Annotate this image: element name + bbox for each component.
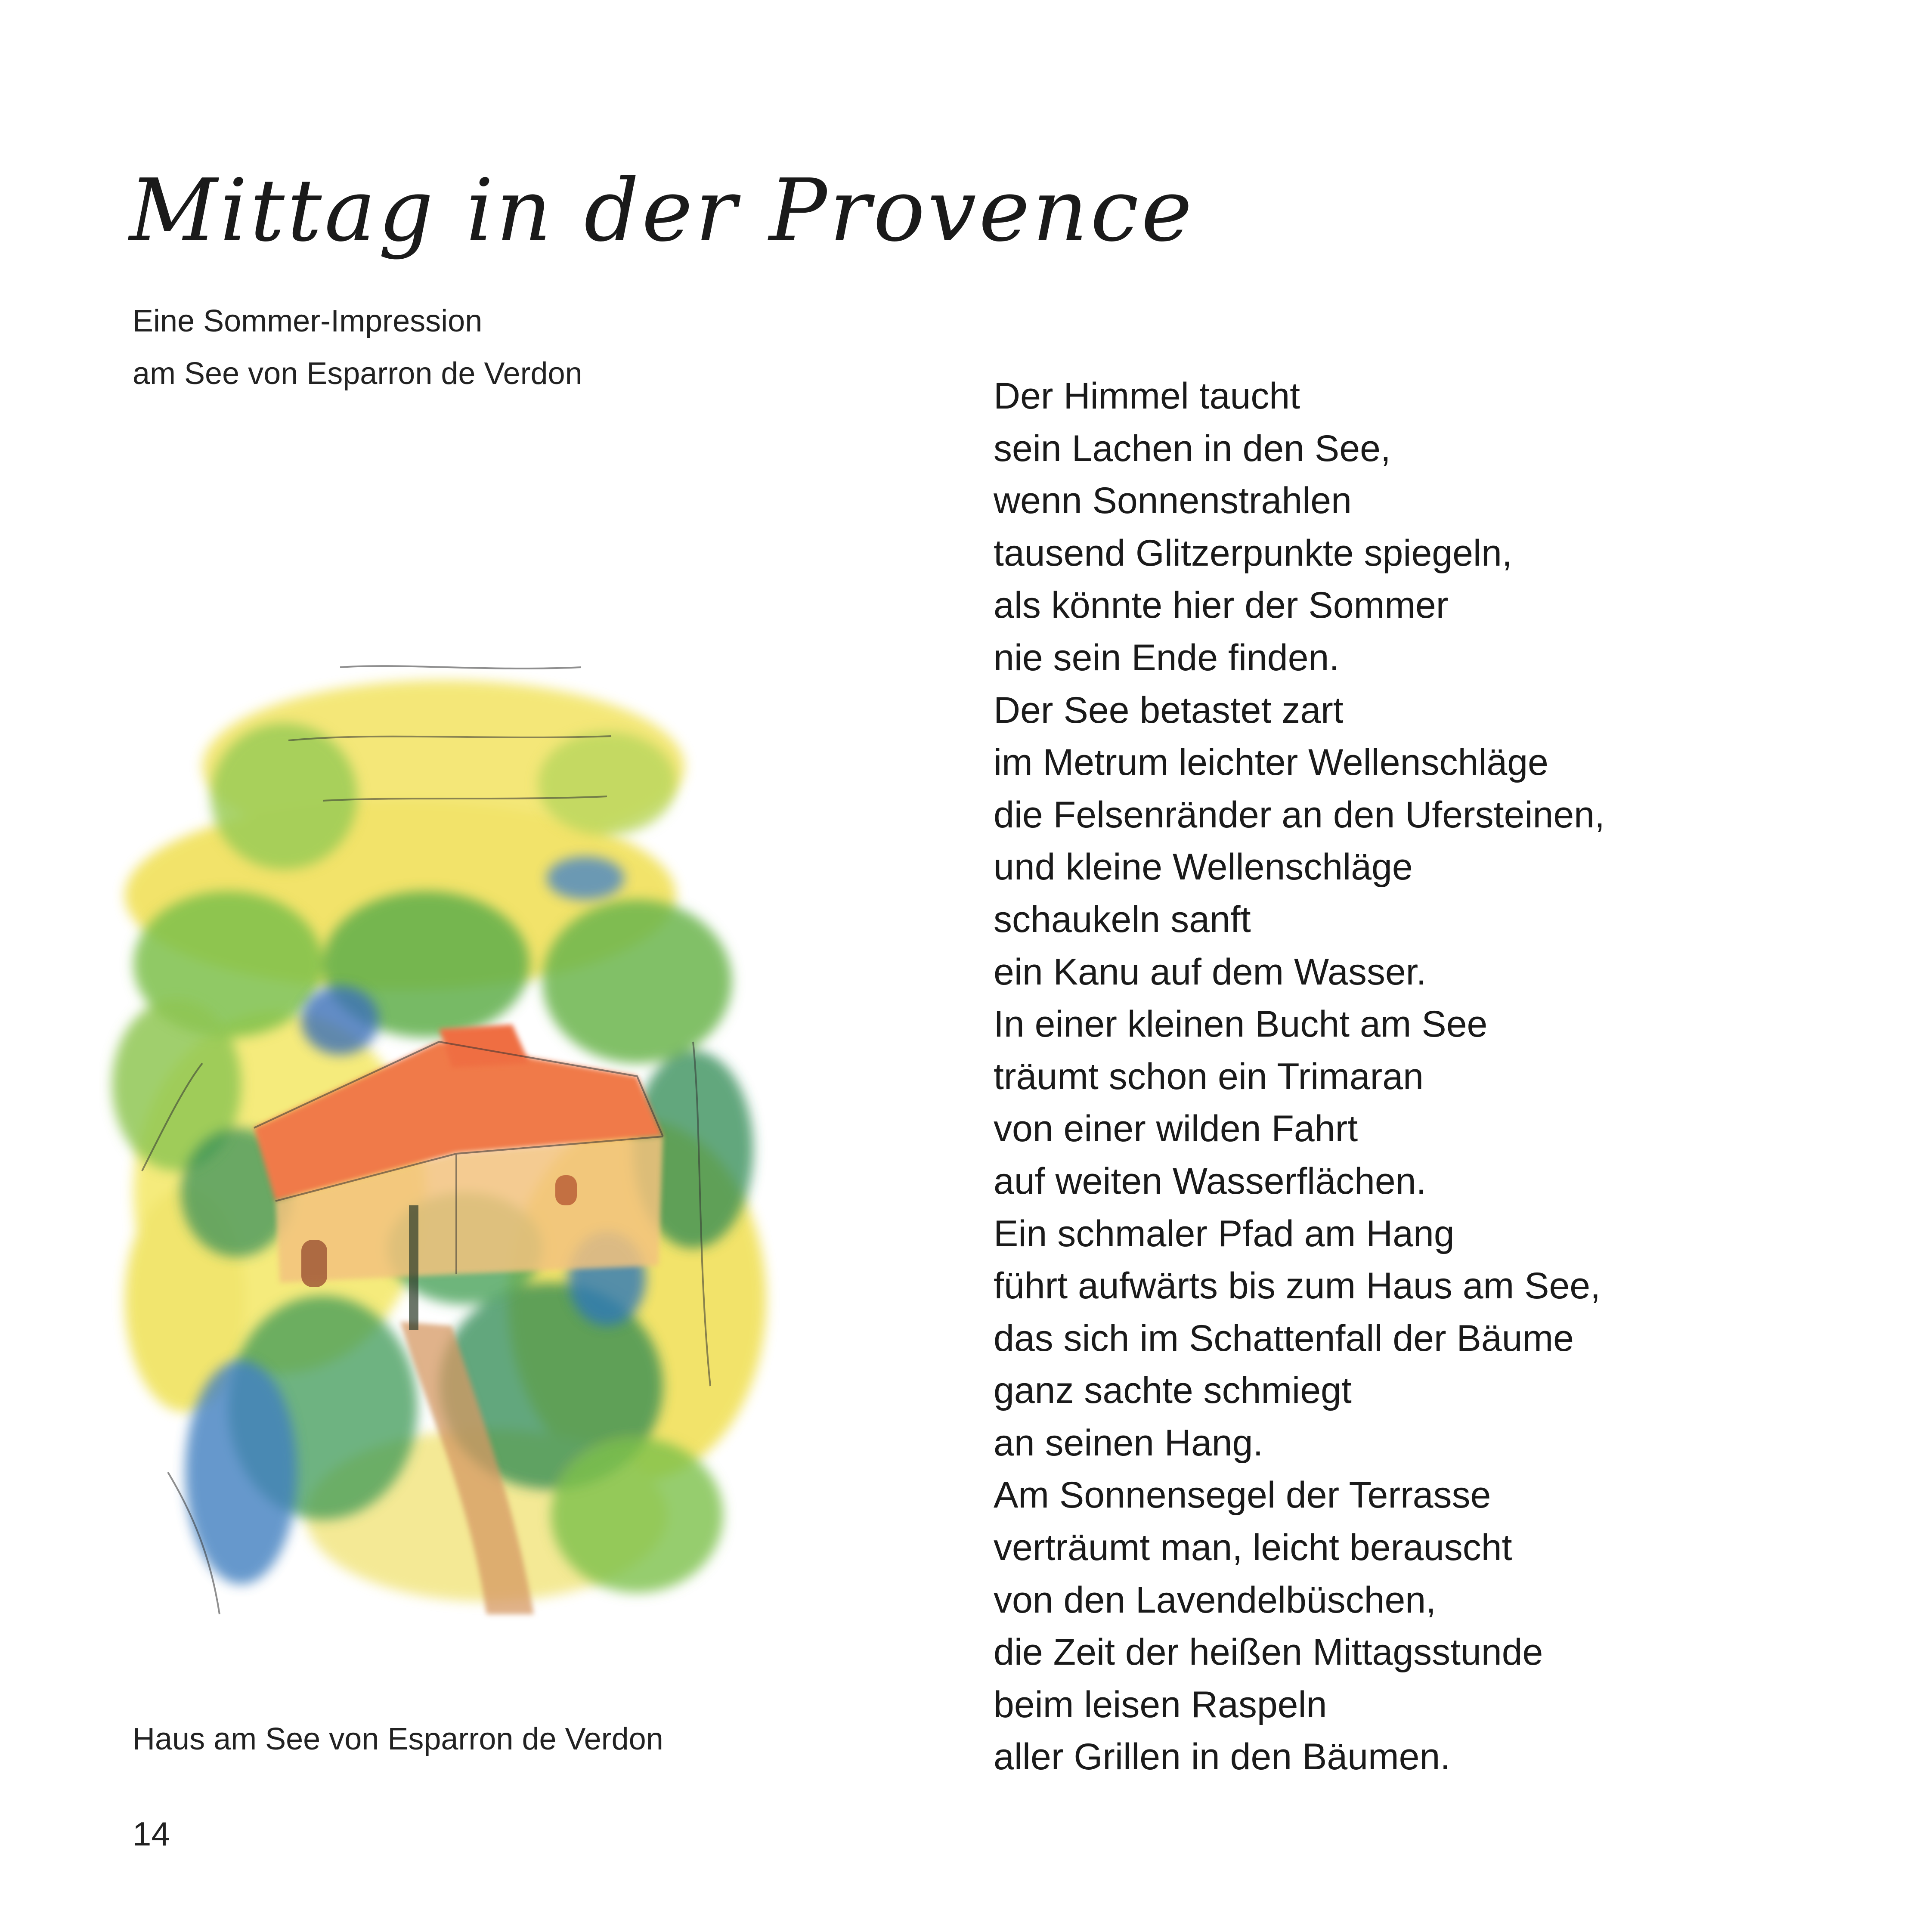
- page-title: Mittag in der Provence: [129, 161, 1195, 261]
- poem-line: an seinen Hang.: [994, 1422, 1263, 1464]
- subtitle: [133, 295, 735, 400]
- watercolor-illustration: [99, 654, 788, 1623]
- poem-line: von einer wilden Fahrt: [994, 1108, 1358, 1150]
- poem-line: auf weiten Wasserflächen.: [994, 1160, 1427, 1202]
- poem-line: von den Lavendelbüschen,: [994, 1579, 1437, 1621]
- poem-line: schaukeln sanft: [994, 898, 1251, 940]
- poem-line: führt aufwärts bis zum Haus am See,: [994, 1265, 1601, 1307]
- poem-line: aller Grillen in den Bäumen.: [994, 1736, 1451, 1778]
- poem-line: träumt schon ein Trimaran: [994, 1056, 1424, 1097]
- poem-line: das sich im Schattenfall der Bäume: [994, 1317, 1574, 1359]
- poem-line: Der Himmel taucht: [994, 375, 1300, 417]
- poem-line: beim leisen Raspeln: [994, 1684, 1327, 1725]
- poem-line: In einer kleinen Bucht am See: [994, 1003, 1488, 1045]
- poem-line: als könnte hier der Sommer: [994, 585, 1449, 626]
- poem-line: wenn Sonnenstrahlen: [994, 480, 1352, 522]
- tree-trunk: [409, 1205, 418, 1330]
- poem-line: ganz sachte schmiegt: [994, 1370, 1352, 1412]
- poem-line: ein Kanu auf dem Wasser.: [994, 951, 1427, 993]
- poem: [994, 370, 1855, 1783]
- poem-line: Am Sonnensegel der Terrasse: [994, 1474, 1491, 1516]
- poem-line: tausend Glitzerpunkte spiegeln,: [994, 532, 1512, 574]
- poem-line: die Felsenränder an den Ufersteinen,: [994, 794, 1605, 836]
- poem-line: sein Lachen in den See,: [994, 427, 1391, 469]
- poem-line: Ein schmaler Pfad am Hang: [994, 1213, 1455, 1254]
- poem-line: Der See betastet zart: [994, 689, 1344, 731]
- illustration-caption: Haus am See von Esparron de Verdon: [133, 1722, 663, 1756]
- subtitle-line: Eine Sommer-Impression: [133, 304, 483, 338]
- poem-line: und kleine Wellenschläge: [994, 846, 1413, 888]
- poem-line: nie sein Ende finden.: [994, 637, 1340, 678]
- subtitle-line: am See von Esparron de Verdon: [133, 356, 582, 391]
- poem-line: verträumt man, leicht berauscht: [994, 1527, 1512, 1569]
- page-number: 14: [133, 1815, 170, 1853]
- poem-line: im Metrum leichter Wellenschläge: [994, 742, 1548, 783]
- poem-line: die Zeit der heißen Mittagsstunde: [994, 1632, 1543, 1673]
